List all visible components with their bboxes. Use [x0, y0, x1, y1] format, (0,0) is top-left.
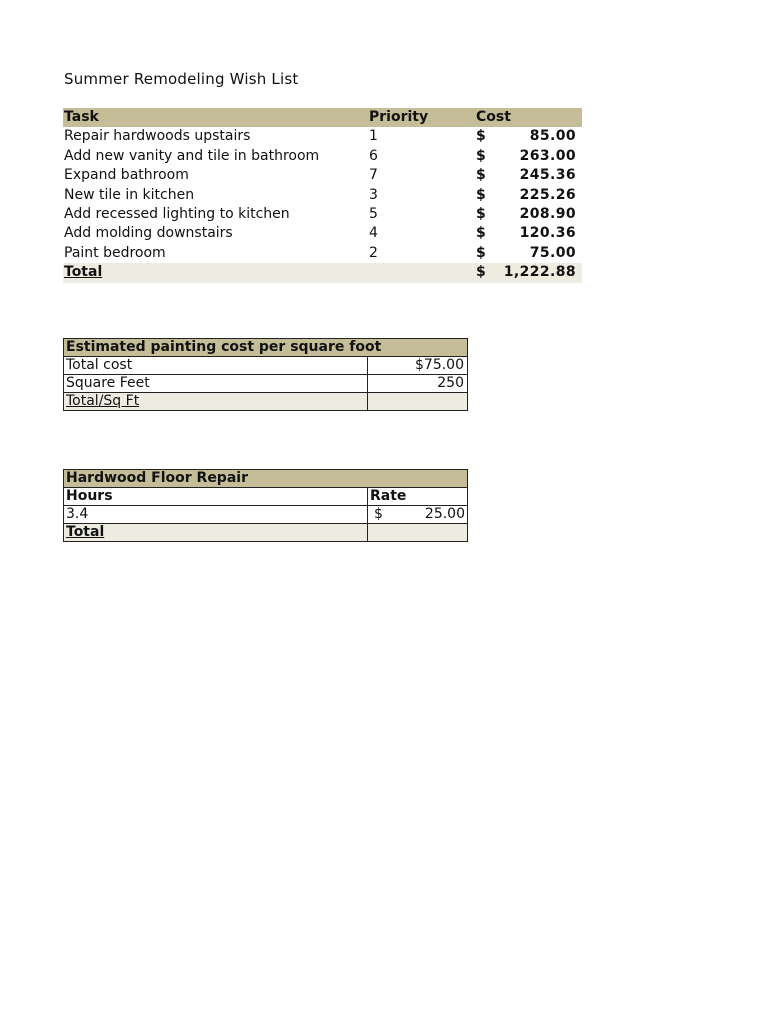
painting-square-feet-label[interactable]: Square Feet: [64, 375, 368, 393]
hardwood-hours-header[interactable]: Hours: [64, 488, 368, 506]
currency-cell[interactable]: $: [476, 147, 486, 164]
cost-cell[interactable]: 120.36: [519, 225, 576, 242]
table-row: [63, 186, 582, 205]
hardwood-column-row: [64, 488, 468, 506]
total-priority-blank[interactable]: [368, 263, 474, 282]
hardwood-repair-table: [63, 469, 468, 542]
hardwood-rate-currency: $: [374, 506, 383, 522]
header-cost-blank[interactable]: [496, 108, 582, 127]
hardwood-header[interactable]: Hardwood Floor Repair: [64, 470, 468, 488]
wish-list-header-row: [63, 108, 582, 127]
currency-cell[interactable]: $: [476, 205, 486, 222]
currency-cell[interactable]: $: [476, 244, 486, 261]
table-row: [63, 166, 582, 185]
table-row: [63, 147, 582, 166]
painting-total-cost-label[interactable]: Total cost: [64, 357, 368, 375]
total-label[interactable]: Total: [64, 264, 103, 281]
currency-cell[interactable]: $: [476, 186, 486, 203]
cost-cell[interactable]: 208.90: [519, 205, 576, 222]
hardwood-rate-header[interactable]: Rate: [368, 488, 468, 506]
priority-cell[interactable]: 5: [369, 205, 378, 222]
cost-cell[interactable]: 75.00: [529, 244, 576, 261]
task-cell[interactable]: Paint bedroom: [64, 244, 166, 261]
hardwood-total-label[interactable]: Total: [64, 524, 368, 542]
table-row: [63, 244, 582, 263]
painting-total-row: [64, 393, 468, 411]
wish-list-total-row: [63, 263, 582, 282]
hardwood-total-row: [64, 524, 468, 542]
painting-cost-table: [63, 338, 468, 411]
priority-cell[interactable]: 6: [369, 147, 378, 164]
table-row: [64, 375, 468, 393]
task-cell[interactable]: Add new vanity and tile in bathroom: [64, 147, 320, 164]
header-cost[interactable]: Cost: [476, 109, 511, 125]
task-cell[interactable]: Add recessed lighting to kitchen: [64, 205, 290, 222]
currency-cell[interactable]: $: [476, 225, 486, 242]
wish-list-table: [63, 108, 582, 283]
hardwood-header-row: [64, 470, 468, 488]
priority-cell[interactable]: 4: [369, 225, 378, 242]
painting-header-row: [64, 339, 468, 357]
hardwood-rate-value: 25.00: [424, 506, 465, 522]
hardwood-hours-value[interactable]: 3.4: [64, 506, 368, 524]
currency-cell[interactable]: $: [476, 167, 486, 184]
table-row: [64, 357, 468, 375]
hardwood-total-value[interactable]: [368, 524, 468, 542]
header-task[interactable]: Task: [64, 109, 99, 125]
cost-cell[interactable]: 245.36: [519, 167, 576, 184]
total-cost[interactable]: 1,222.88: [503, 264, 576, 281]
task-cell[interactable]: Repair hardwoods upstairs: [64, 128, 251, 145]
page-title: Summer Remodeling Wish List: [64, 70, 299, 88]
table-row: [63, 224, 582, 243]
priority-cell[interactable]: 3: [369, 186, 378, 203]
task-cell[interactable]: New tile in kitchen: [64, 186, 195, 203]
painting-header[interactable]: Estimated painting cost per square foot: [64, 339, 468, 357]
currency-cell[interactable]: $: [476, 128, 486, 145]
priority-cell[interactable]: 7: [369, 167, 378, 184]
cost-cell[interactable]: 225.26: [519, 186, 576, 203]
header-priority[interactable]: Priority: [369, 109, 429, 125]
cost-cell[interactable]: 263.00: [519, 147, 576, 164]
priority-cell[interactable]: 1: [369, 128, 378, 145]
painting-total-cost-value[interactable]: $75.00: [368, 357, 468, 375]
table-row: [63, 127, 582, 146]
priority-cell[interactable]: 2: [369, 244, 378, 261]
cost-cell[interactable]: 85.00: [529, 128, 576, 145]
task-cell[interactable]: Add molding downstairs: [64, 225, 233, 242]
task-cell[interactable]: Expand bathroom: [64, 167, 189, 184]
hardwood-rate-cell[interactable]: [368, 506, 468, 524]
total-currency[interactable]: $: [476, 264, 486, 281]
painting-total-sqft-label[interactable]: Total/Sq Ft: [64, 393, 368, 411]
painting-square-feet-value[interactable]: 250: [368, 375, 468, 393]
table-row: [64, 506, 468, 524]
table-row: [63, 205, 582, 224]
painting-total-sqft-value[interactable]: [368, 393, 468, 411]
